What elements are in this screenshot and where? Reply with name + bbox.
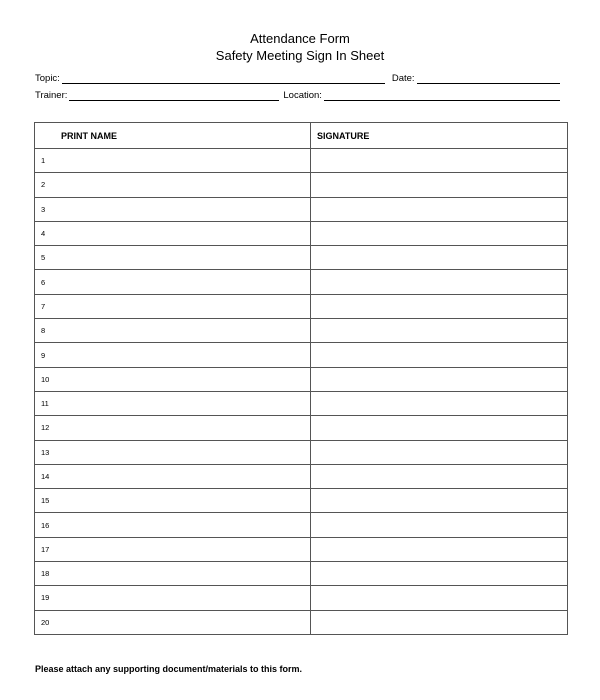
date-label: Date: <box>391 73 415 84</box>
signature-cell[interactable] <box>311 319 568 343</box>
print-name-cell[interactable] <box>35 221 311 245</box>
footer-note: Please attach any supporting document/materials to this form. <box>35 664 303 674</box>
table-row <box>35 221 568 245</box>
trainer-line[interactable] <box>69 90 279 101</box>
signature-cell[interactable] <box>311 197 568 221</box>
signature-cell[interactable] <box>311 367 568 391</box>
table-row <box>35 319 568 343</box>
row-number: 6 <box>41 277 46 287</box>
location-field[interactable] <box>283 90 560 101</box>
table-row <box>35 489 568 513</box>
row-number: 15 <box>41 496 50 506</box>
topic-field[interactable] <box>35 73 385 84</box>
signature-cell[interactable] <box>311 270 568 294</box>
table-row <box>35 513 568 537</box>
signature-cell[interactable] <box>311 221 568 245</box>
row-number: 8 <box>41 326 46 336</box>
signature-cell[interactable] <box>311 489 568 513</box>
row-number: 11 <box>41 399 49 409</box>
topic-date-row <box>35 70 560 84</box>
print-name-cell[interactable] <box>35 391 311 415</box>
table-row <box>35 173 568 197</box>
table-row <box>35 562 568 586</box>
row-number: 16 <box>41 520 50 530</box>
signature-cell[interactable] <box>311 246 568 270</box>
row-number: 3 <box>41 204 46 214</box>
print-name-cell[interactable] <box>35 610 311 634</box>
row-number: 1 <box>41 156 46 166</box>
table-row <box>35 294 568 318</box>
table-row <box>35 343 568 367</box>
signature-cell[interactable] <box>311 513 568 537</box>
table-header-row <box>35 123 568 149</box>
print-name-cell[interactable] <box>35 513 311 537</box>
table-row <box>35 610 568 634</box>
date-line[interactable] <box>417 73 560 84</box>
print-name-cell[interactable] <box>35 270 311 294</box>
print-name-cell[interactable] <box>35 562 311 586</box>
print-name-cell[interactable] <box>35 246 311 270</box>
signature-cell[interactable] <box>311 343 568 367</box>
signature-cell[interactable] <box>311 149 568 173</box>
print-name-header: PRINT NAME <box>35 123 311 149</box>
signature-cell[interactable] <box>311 586 568 610</box>
table-row <box>35 367 568 391</box>
print-name-cell[interactable] <box>35 294 311 318</box>
print-name-cell[interactable] <box>35 416 311 440</box>
row-number: 9 <box>41 350 46 360</box>
signature-cell[interactable] <box>311 294 568 318</box>
signature-cell[interactable] <box>311 562 568 586</box>
signature-cell[interactable] <box>311 173 568 197</box>
print-name-cell[interactable] <box>35 149 311 173</box>
signature-cell[interactable] <box>311 416 568 440</box>
print-name-cell[interactable] <box>35 343 311 367</box>
row-number: 5 <box>41 253 46 263</box>
signature-cell[interactable] <box>311 610 568 634</box>
signature-cell[interactable] <box>311 464 568 488</box>
signature-header: SIGNATURE <box>311 123 568 149</box>
table-row <box>35 586 568 610</box>
signature-cell[interactable] <box>311 537 568 561</box>
row-number: 19 <box>41 593 50 603</box>
row-number: 17 <box>41 544 50 554</box>
row-number: 20 <box>41 617 50 627</box>
print-name-cell[interactable] <box>35 464 311 488</box>
print-name-cell[interactable] <box>35 440 311 464</box>
row-number: 12 <box>41 423 50 433</box>
print-name-cell[interactable] <box>35 367 311 391</box>
print-name-cell[interactable] <box>35 319 311 343</box>
table-row <box>35 149 568 173</box>
print-name-cell[interactable] <box>35 173 311 197</box>
row-number: 4 <box>41 229 46 239</box>
print-name-cell[interactable] <box>35 197 311 221</box>
form-header <box>0 30 600 64</box>
signature-cell[interactable] <box>311 391 568 415</box>
location-label: Location: <box>283 90 322 101</box>
table-row <box>35 537 568 561</box>
topic-line[interactable] <box>62 73 385 84</box>
table-row <box>35 464 568 488</box>
row-number: 14 <box>41 472 50 481</box>
row-number: 18 <box>41 569 50 579</box>
row-number: 10 <box>41 374 50 384</box>
location-line[interactable] <box>324 90 560 101</box>
row-number: 7 <box>41 301 46 311</box>
print-name-cell[interactable] <box>35 586 311 610</box>
page-subtitle: Safety Meeting Sign In Sheet <box>215 48 385 63</box>
signature-cell[interactable] <box>311 440 568 464</box>
table-row <box>35 270 568 294</box>
page-title: Attendance Form <box>250 31 350 46</box>
table-row <box>35 246 568 270</box>
row-number: 2 <box>41 180 46 190</box>
topic-label: Topic: <box>35 73 60 84</box>
trainer-location-row <box>35 87 560 101</box>
print-name-cell[interactable] <box>35 489 311 513</box>
table-row <box>35 440 568 464</box>
trainer-label: Trainer: <box>35 90 68 101</box>
sign-in-table <box>34 122 568 635</box>
row-number: 13 <box>41 447 50 457</box>
table-row <box>35 416 568 440</box>
date-field[interactable] <box>392 73 560 84</box>
table-row <box>35 391 568 415</box>
table-row <box>35 197 568 221</box>
trainer-field[interactable] <box>35 90 279 101</box>
print-name-cell[interactable] <box>35 537 311 561</box>
